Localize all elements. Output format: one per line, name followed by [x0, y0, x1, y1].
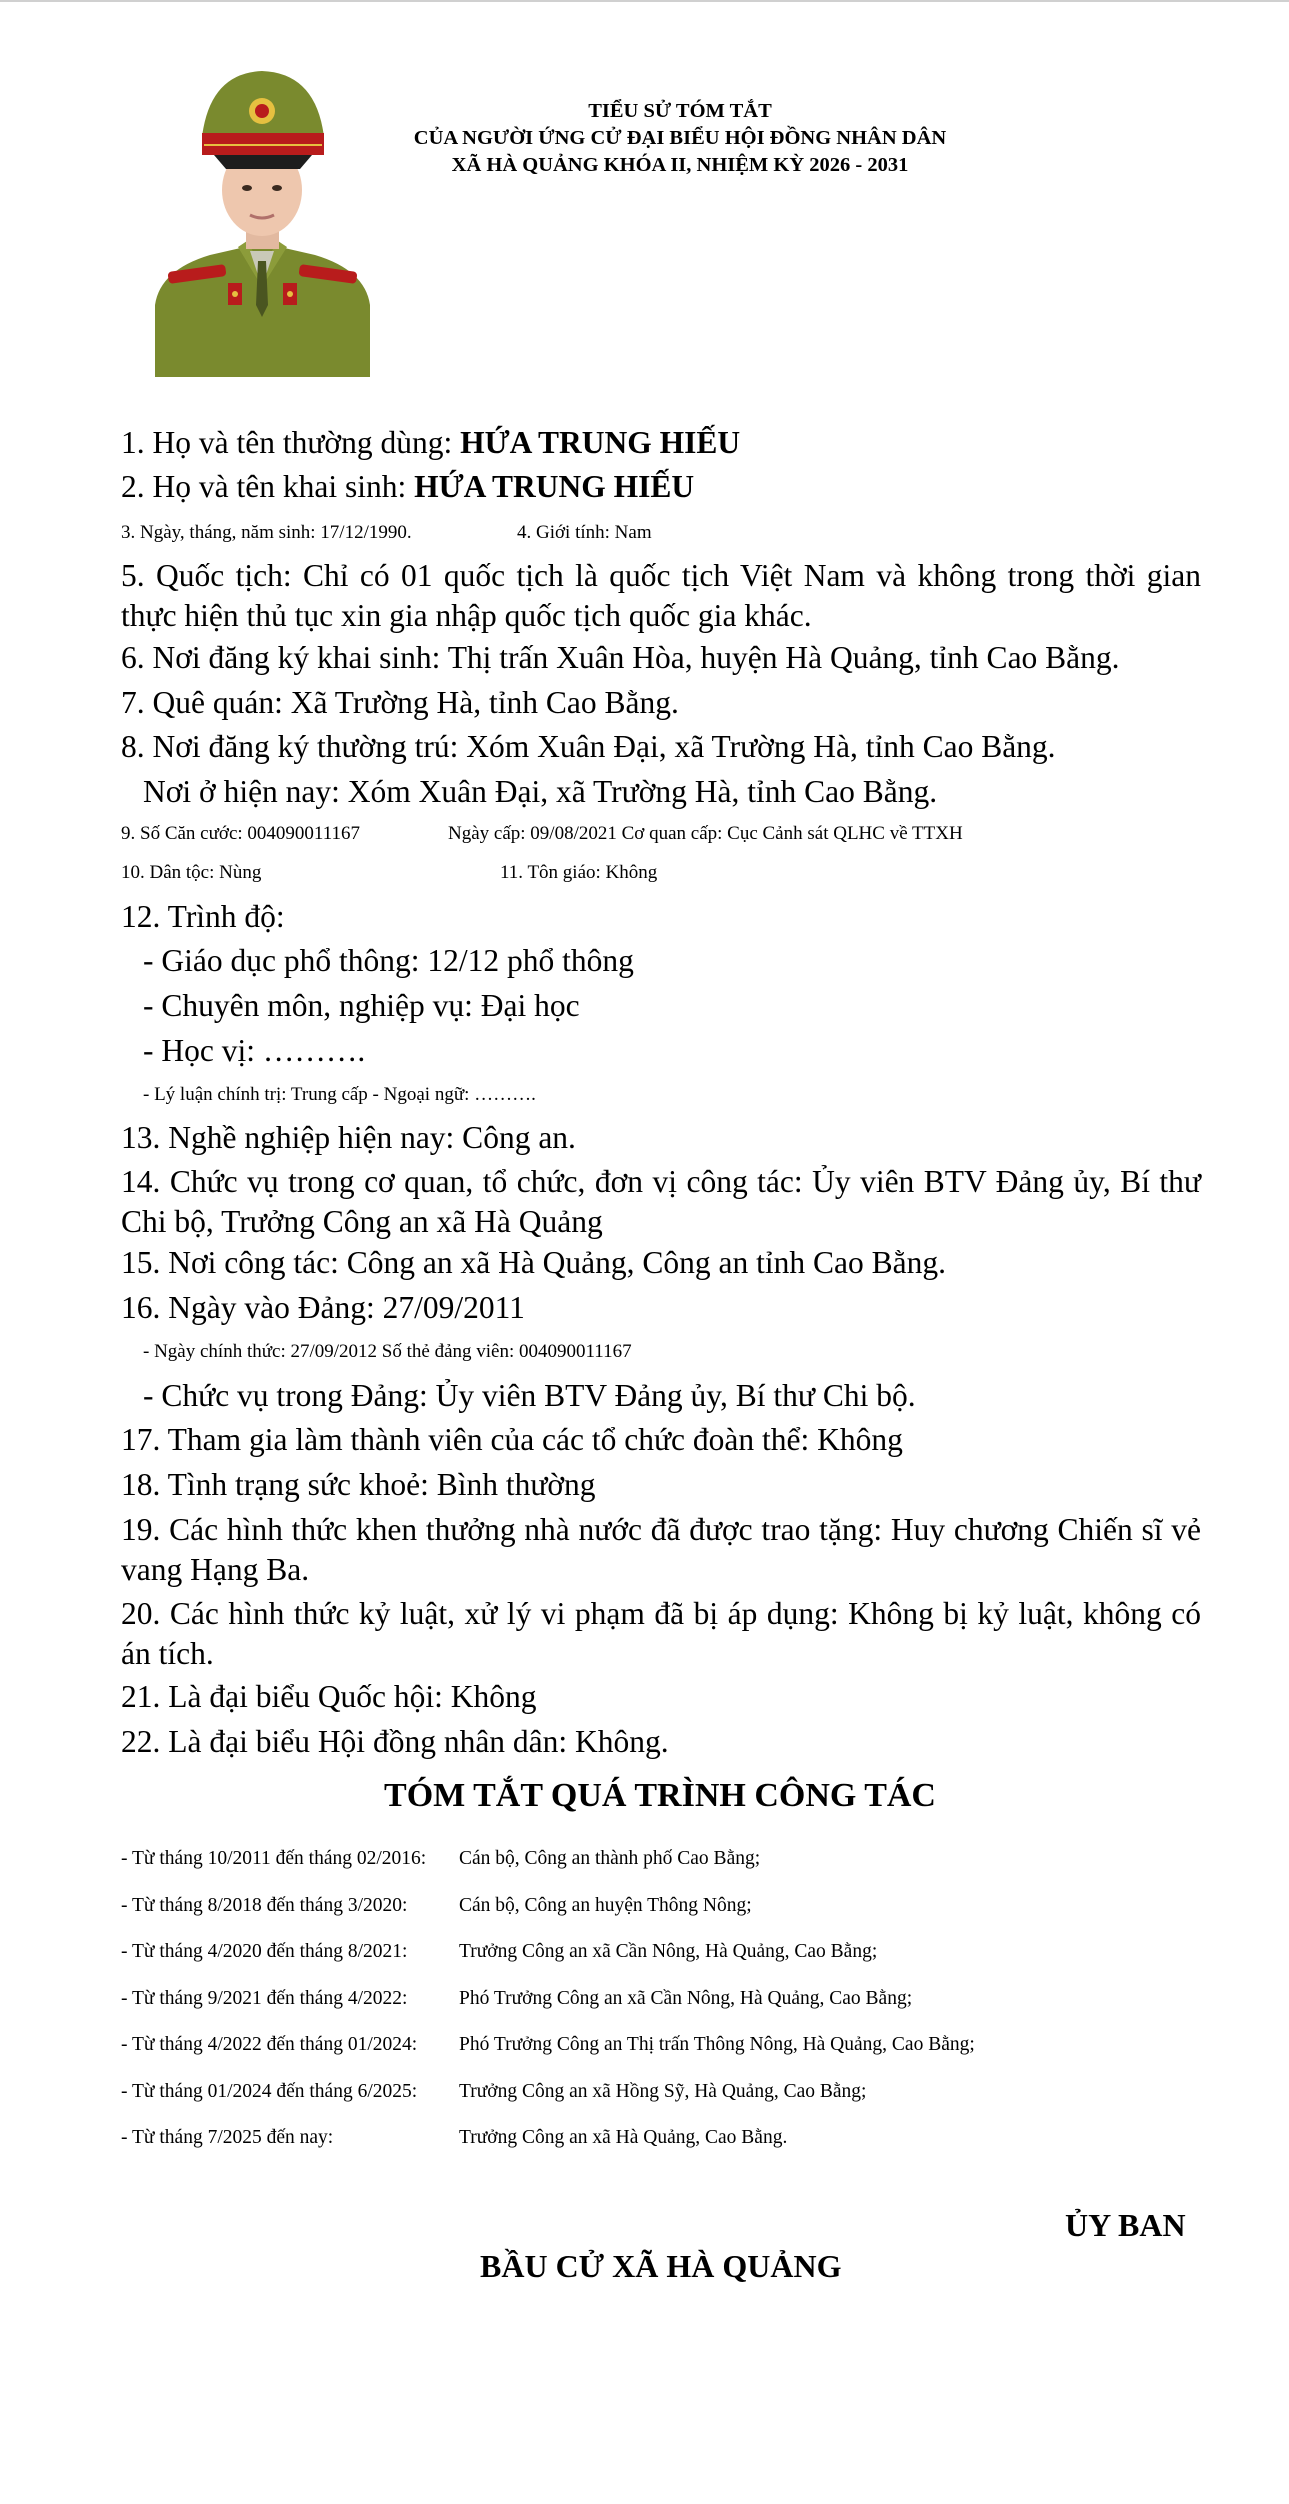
history-period: - Từ tháng 10/2011 đến tháng 02/2016:	[121, 1848, 427, 1869]
field-value: HỨA TRUNG HIẾU	[460, 425, 741, 460]
history-row	[121, 2079, 866, 2105]
field-awards: 19. Các hình thức khen thưởng nhà nước đã được trao tặng: Huy chương Chiến sĩ vẻ vang Hạng Ba.	[121, 1512, 1201, 1587]
history-period: - Từ tháng 4/2020 đến tháng 8/2021:	[121, 1941, 408, 1962]
field-permanent-residence: 8. Nơi đăng ký thường trú: Xóm Xuân Đại, xã Trường Hà, tỉnh Cao Bằng.	[121, 729, 1056, 764]
field-id-issue: Ngày cấp: 09/08/2021 Cơ quan cấp: Cục Cảnh sát QLHC về TTXH	[448, 823, 963, 844]
field-workplace: 15. Nơi công tác: Công an xã Hà Quảng, Công an tỉnh Cao Bằng.	[121, 1245, 947, 1280]
field-label: 1. Họ và tên thường dùng:	[121, 425, 461, 460]
field-ethnicity: 10. Dân tộc: Nùng	[121, 862, 262, 883]
field-party-position: - Chức vụ trong Đảng: Ủy viên BTV Đảng ủy, Bí thư Chi bộ.	[143, 1378, 916, 1413]
field-id-number: 9. Số Căn cước: 004090011167	[121, 823, 361, 844]
footer-election: BẦU CỬ XÃ HÀ QUẢNG	[480, 2248, 842, 2284]
history-row	[121, 2032, 975, 2058]
field-birth-registration: 6. Nơi đăng ký khai sinh: Thị trấn Xuân Hòa, huyện Hà Quảng, tỉnh Cao Bằng.	[121, 640, 1120, 675]
field-discipline: 20. Các hình thức kỷ luật, xử lý vi phạm đã bị áp dụng: Không bị kỷ luật, không có án tích.	[121, 1596, 1201, 1671]
field-party-official-date: - Ngày chính thức: 27/09/2012 Số thẻ đảng viên: 004090011167	[143, 1341, 632, 1362]
title-line-2: CỦA NGƯỜI ỨNG CỬ ĐẠI BIỂU HỘI ĐỒNG NHÂN DÂN	[413, 127, 947, 149]
history-description: Trưởng Công an xã Cần Nông, Hà Quảng, Cao Bằng;	[459, 1941, 878, 1962]
field-value: HỨA TRUNG HIẾU	[414, 469, 695, 504]
history-period: - Từ tháng 7/2025 đến nay:	[121, 2127, 334, 2148]
field-hometown: 7. Quê quán: Xã Trường Hà, tỉnh Cao Bằng.	[121, 685, 679, 720]
history-period: - Từ tháng 01/2024 đến tháng 6/2025:	[121, 2080, 418, 2102]
field-health: 18. Tình trạng sức khoẻ: Bình thường	[121, 1467, 596, 1502]
field-peoples-council: 22. Là đại biểu Hội đồng nhân dân: Không.	[121, 1724, 669, 1759]
history-description: Phó Trưởng Công an Thị trấn Thông Nông, Hà Quảng, Cao Bằng;	[459, 2034, 975, 2055]
field-organizations: 17. Tham gia làm thành viên của các tổ chức đoàn thể: Không	[121, 1422, 903, 1457]
top-border	[0, 0, 1289, 2]
history-description: Trưởng Công an xã Hà Quảng, Cao Bằng.	[459, 2127, 788, 2148]
field-nationality: 5. Quốc tịch: Chỉ có 01 quốc tịch là quốc tịch Việt Nam và không trong thời gian thực hiện thủ tục xin gia nhập quốc tịch quốc gia khác.	[121, 558, 1201, 633]
history-description: Trưởng Công an xã Hồng Sỹ, Hà Quảng, Cao Bằng;	[459, 2080, 867, 2102]
field-education: 12. Trình độ:	[121, 899, 285, 934]
history-description: Cán bộ, Công an thành phố Cao Bằng;	[459, 1848, 761, 1869]
field-date-of-birth: 3. Ngày, tháng, năm sinh: 17/12/1990.	[121, 522, 412, 543]
field-national-assembly: 21. Là đại biểu Quốc hội: Không	[121, 1679, 537, 1714]
title-line-3: XÃ HÀ QUẢNG KHÓA II, NHIỆM KỲ 2026 - 2031	[451, 154, 909, 176]
field-position: 14. Chức vụ trong cơ quan, tổ chức, đơn vị công tác: Ủy viên BTV Đảng ủy, Bí thư Chi bộ, Trưởng Công an xã Hà Quảng	[121, 1164, 1201, 1239]
footer-committee: ỦY BAN	[1065, 2207, 1186, 2243]
field-common-name	[121, 423, 740, 463]
field-birth-name	[121, 467, 694, 507]
field-academic-degree: - Học vị: ……….	[143, 1033, 366, 1068]
history-row	[121, 1939, 877, 1965]
history-description: Cán bộ, Công an huyện Thông Nông;	[459, 1894, 752, 1916]
field-gender: 4. Giới tính: Nam	[517, 522, 652, 543]
title-line-1: TIỂU SỬ TÓM TẮT	[588, 100, 772, 122]
field-specialty: - Chuyên môn, nghiệp vụ: Đại học	[143, 988, 580, 1023]
history-period: - Từ tháng 9/2021 đến tháng 4/2022:	[121, 1987, 408, 2009]
history-title: TÓM TẮT QUÁ TRÌNH CÔNG TÁC	[384, 1777, 936, 1814]
portrait-photo	[150, 55, 375, 377]
history-row	[121, 1893, 752, 1919]
field-current-residence: Nơi ở hiện nay: Xóm Xuân Đại, xã Trường Hà, tỉnh Cao Bằng.	[143, 774, 938, 809]
history-row	[121, 1986, 912, 2012]
field-occupation: 13. Nghề nghiệp hiện nay: Công an.	[121, 1120, 576, 1155]
document-title	[370, 98, 990, 179]
field-label: 2. Họ và tên khai sinh:	[121, 469, 415, 504]
history-row	[121, 1846, 760, 1872]
field-political-theory: - Lý luận chính trị: Trung cấp - Ngoại ngữ: ……….	[143, 1084, 536, 1105]
history-period: - Từ tháng 4/2022 đến tháng 01/2024:	[121, 2034, 418, 2055]
field-general-education: - Giáo dục phổ thông: 12/12 phổ thông	[143, 943, 634, 978]
field-party-join-date: 16. Ngày vào Đảng: 27/09/2011	[121, 1290, 525, 1325]
history-row	[121, 2125, 787, 2151]
field-religion: 11. Tôn giáo: Không	[500, 862, 658, 883]
history-period: - Từ tháng 8/2018 đến tháng 3/2020:	[121, 1894, 408, 1916]
history-description: Phó Trưởng Công an xã Cần Nông, Hà Quảng, Cao Bằng;	[459, 1987, 913, 2009]
